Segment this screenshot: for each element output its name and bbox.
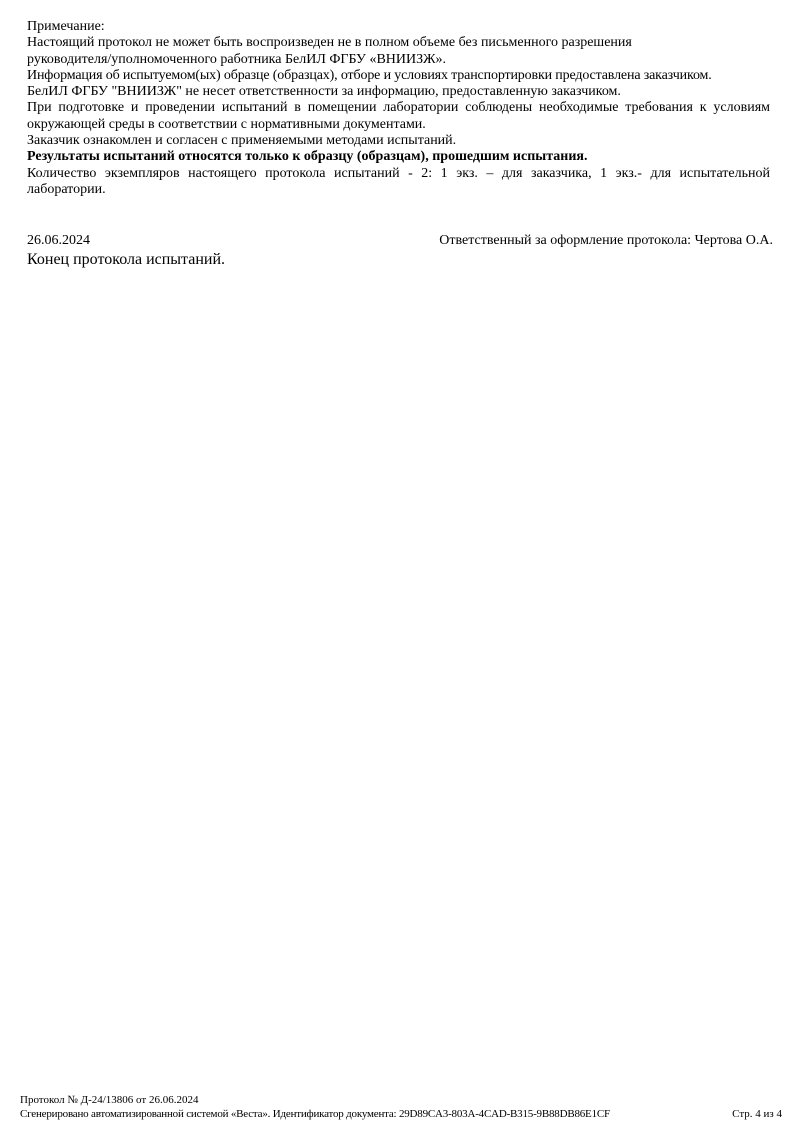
note-sample-info: Информация об испытуемом(ых) образце (образцах), отборе и условиях транспортировки предоставлена заказчиком. <box>27 67 712 83</box>
signature-date: 26.06.2024 <box>27 233 90 248</box>
end-of-protocol: Конец протокола испытаний. <box>27 251 226 268</box>
note-responsibility: БелИЛ ФГБУ "ВНИИЗЖ" не несет ответственности за информацию, предоставленную заказчиком. <box>27 84 621 100</box>
note-methods: Заказчик ознакомлен и согласен с применяемыми методами испытаний. <box>27 133 457 149</box>
notes-section <box>27 19 770 198</box>
footer-protocol-number: Протокол № Д-24/13806 от 26.06.2024 <box>20 1094 199 1106</box>
note-reproduction-line1: Настоящий протокол не может быть воспроизведен не в полном объеме без письменного разрешения <box>27 35 632 51</box>
note-copies: Количество экземпляров настоящего протокола испытаний - 2: 1 экз. – для заказчика, 1 экз.- для испытательной лаборатории. <box>27 165 770 197</box>
note-results-scope: Результаты испытаний относятся только к образцу (образцам), прошедшим испытания. <box>27 149 588 165</box>
footer-generated-by: Сгенерировано автоматизированной системой «Веста». Идентификатор документа: 29D89CA3-803A-4CAD-B315-9B88DB86E1CF <box>20 1108 610 1120</box>
note-reproduction-line2: руководителя/уполномоченного работника БелИЛ ФГБУ «ВНИИЗЖ». <box>27 51 446 67</box>
footer-page-number: Стр. 4 из 4 <box>732 1108 782 1120</box>
signature-responsible: Ответственный за оформление протокола: Чертова О.А. <box>439 233 773 248</box>
notes-heading: Примечание: <box>27 19 105 34</box>
note-conditions: При подготовке и проведении испытаний в помещении лаборатории соблюдены необходимые требования к условиям окружающей среды в соответствии с нормативными документами. <box>27 100 770 132</box>
